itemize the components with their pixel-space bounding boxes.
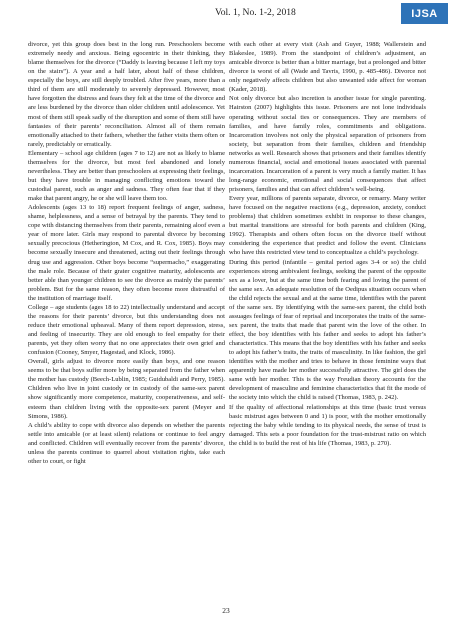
right-column [229,40,426,448]
paragraph: During this period (infantile – genital period ages 3-4 or so) the child experiences strong ambivalent feelings, seeking the parent of the opposite sex as a lover, but at the same time both fearing and loving the parent of the same sex. An adequate resolution of the Oedipus situation occurs when the child rejects the sexual and at the same time, identifies with the parent of the same sex. By identifying with the same-sex parent, the child both assuages feelings of fear of reprisal and incorporates the traits of the same-sex parent, the traits that made that parent win the love of the other. In effect, the boy identifies with his father and seeks to adopt his father’s characteristics. This means that the boy identifies with his father and seeks to adopt his father’s traits, the traits of masculinity. In like fashion, the girl identifies with the mother and tries to behave in those feminine ways that apparently have made her mother successfully attractive. The girl does the same with her mother. This is the way Freudian theory accounts for the development of masculine and feminine characteristics that fit the mode of the society into which the child is raised (Thomas, 1983, p. 242). [229,258,426,402]
paragraph: If the quality of affectional relationships at this time (basic trust versus basic mistrust ages between 0 and 1) is poor, with the mother emotionally rejecting the baby while tending to its physical needs, the sense of trust is damaged. This sets a poor foundation for the trust-mistrust ratio on which the child is to build the rest of his life (Thomas, 1983, p. 270). [229,403,426,447]
paragraph: with each other at every visit (Ash and Guyer, 1988; Wallerstein and Blakeslee, 1989). From the standpoint of children’s adjustment, an amicable divorce is better than a bitter marriage, but a prolonged and bitter divorce is worst of all (Wade and Tavris, 1990, p. 485-486). Divorce not only negatively affects children but also unwanted side affect for woman (Kader, 2018). [229,41,426,94]
journal-badge: IJSA [401,3,448,24]
paragraph: A child’s ability to cope with divorce also depends on whether the parents settle into amicable (or at least silent) relations or continue to feel angry and conflicted. Children will eventually recover from the parents’ divorce, unless the parents continue to quarrel about visitation rights, take each other to court, or fight [28,421,225,465]
paragraph: Every year, millions of parents separate, divorce, or remarry. Many writer have focused on the negative reactions (e.g., depression, anxiety, conduct problems) that children sometimes exhibit in response to these changes, but marital transitions are stressful for both parents and children (King, 1992). Therapists and others often focus on the divorce itself without considering the experience that predict and follow the event. Clinicians who have this restricted view tend to conceptualize a child’s psychology. [229,195,426,257]
paragraph: divorce, yet this group does best in the long run. Preschoolers become extremely needy and anxious. Being egocentric in their thinking, they blame themselves for the divorce (“Daddy is leaving because I left my toys on the stairs”). A year and a half later, about half of these children, especially the boys, are still deeply troubled. After five years, more than a third of them are still moderately to severely depressed. However, most have forgotten the distress and fears they felt at the time of the divorce and are less burdened by the divorce than older children until adolescence. Yet most of them still speak sadly of the disruption and some of them still have fantasies of their parents’ reconciliation. Almost all of them remain emotionally attached to their fathers, whether the father visits them often or rarely, predictably or erratically. [28,41,225,148]
paragraph: Adolescents (ages 13 to 18) report frequent feelings of anger, sadness, shame, helplessness, and a sense of betrayal by the parents. They tend to cope with distancing themselves from their parents, remaining aloof even a year of more later. Girls may respond to parental divorce by becoming sexually precocious (Hetherington, M Cox, and R. Cox, 1985). Boys may become sexually insecure and threatened, acting out their feelings through drug use and aggression. Other boys become “supermacho,” exaggerating the male role. Because of their grater cognitive maturity, adolescents are better able than younger children to see the divorce as mainly the parents’ problem. But for the same reason, they often become more distrustful of the institution of marriage itself. [28,204,225,302]
paragraph: College – age students (ages 18 to 22) intellectually understand and accept the reasons for their parents’ divorce, but this understanding does not reduce their emotional upheaval. Many of them report depression, stress, and feeling of insecurity. They are old enough to feel empathy for their parents, yet they often worry that no one appreciates their own grief and confusion (Cooney, Smyer, Hagestad, and Klock, 1986). [28,303,225,357]
paragraph: Overall, girls adjust to divorce more easily than boys, and one reason seems to be that boys suffer more by being separated from the father when the mother has custody (Beech-Lublin, 1985; Guidubaldi and Perry, 1985). Children who live in joint custody or in custody of the same-sex parent show significantly more competence, maturity, cooperativeness, and self-esteem than children living with the opposite-sex parent (Meyer and Simons, 1986). [28,358,225,420]
paragraph: Not only divorce but also incretion is another issue for single parenting. Hairston (2007) highlights this issue. Prisoners are not lone individuals operating without social ties or consequences. They are members of families, and have family roles, commitments and obligations. Incarceration involves not only the physical separation of prisoners from society, but separation from their families, children and friendship networks as well. Research shows that prisoners and their families identify numerous financial, social and emotional issues associated with parental incarceration. Incarceration of a parent is very much a family matter. It has long-range economic, emotional and social consequences that affect prisoners, families and that can affect children’s well-being. [229,95,426,193]
page-header [0,0,452,33]
volume-label: Vol. 1, No. 1-2, 2018 [215,7,296,18]
page-number: 23 [222,606,230,615]
left-column [28,40,225,466]
paragraph: Elementary – school age children (ages 7 to 12) are not as likely to blame themselves for the divorce, but most feel abandoned and lonely nevertheless. They are better than preschoolers at expressing their feelings, but they have trouble in managing conflicting emotions toward the custodial parent, such as anger and sadness. They often fear that if they make that parent angry, he or she will leave them too. [28,149,225,203]
